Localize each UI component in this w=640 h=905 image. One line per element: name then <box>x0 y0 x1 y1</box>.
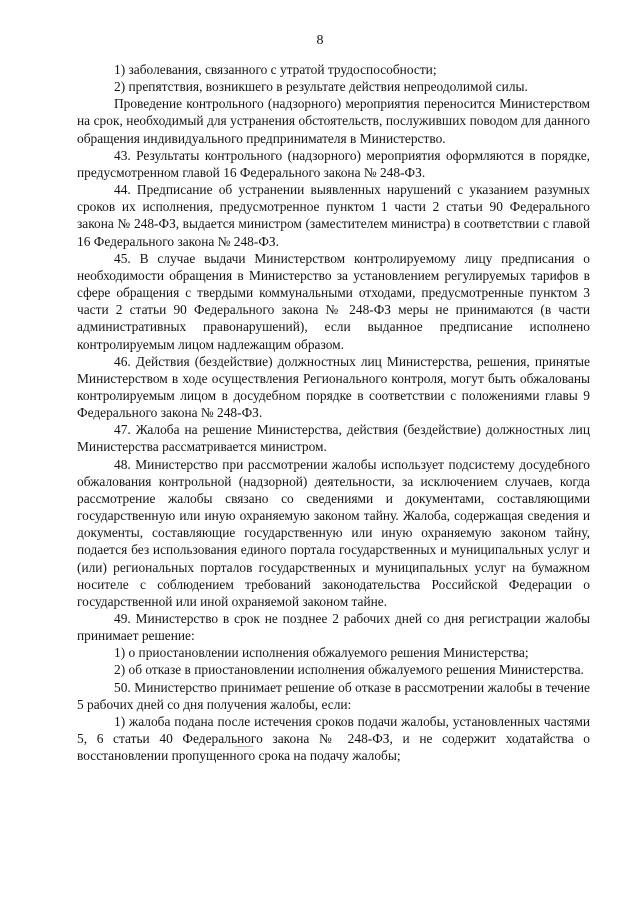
paragraph: 43. Результаты контрольного (надзорного) мероприятия оформляются в порядке, предусмотренном главой 16 Федерального закона № 248-ФЗ. <box>77 147 590 180</box>
paragraph: 2) об отказе в приостановлении исполнения обжалуемого решения Министерства. <box>114 662 584 678</box>
paragraph: 1) жалоба подана после истечения сроков подачи жалобы, установленных частями 5, 6 статьи 40 Федерального закона № 248-ФЗ, и не содержит ходатайства о восстановлении пропущенного срока на подачу жалобы; <box>77 713 590 764</box>
paragraph: Проведение контрольного (надзорного) мероприятия переносится Министерством на срок, необходимый для устранения обстоятельств, послуживших поводом для данного обращения индивидуального предпринимателя в Министерство. <box>77 96 590 146</box>
paragraph: 1) заболевания, связанного с утратой трудоспособности; <box>114 62 437 77</box>
paragraph: 2) препятствия, возникшего в результате действия непреодолимой силы. <box>114 79 528 95</box>
scan-mark <box>235 746 253 747</box>
paragraph: 50. Министерство принимает решение об отказе в рассмотрении жалобы в течение 5 рабочих дней со дня получения жалобы, если: <box>77 679 590 712</box>
paragraph: 1) о приостановлении исполнения обжалуемого решения Министерства; <box>114 645 529 661</box>
page-number: 8 <box>316 33 324 48</box>
paragraph: 49. Министерство в срок не позднее 2 рабочих дней со дня регистрации жалобы принимает решение: <box>77 611 590 644</box>
paragraph: 47. Жалоба на решение Министерства, действия (бездействие) должностных лиц Министерства рассматривается министром. <box>77 422 590 455</box>
paragraph: 46. Действия (бездействие) должностных лиц Министерства, решения, принятые Министерством в ходе осуществления Регионального контроля, могут быть обжалованы контролируемым лицом в досудебном порядке в соответствии с положениями главы 9 Федерального закона № 248-ФЗ. <box>77 353 590 421</box>
paragraph: 45. В случае выдачи Министерством контролируемому лицу предписания о необходимости обращения в Министерство за установлением регулируемых тарифов в сфере обращения с твердыми коммунальными отходами, предусмотренные пунктом 3 части 2 статьи 90 Федерального закона № 248-ФЗ меры не принимаются (в части административных правонарушений), если выданное предписание исполнено контролируемым лицом надлежащим образом. <box>77 250 590 352</box>
paragraph: 44. Предписание об устранении выявленных нарушений с указанием разумных сроков их исполнения, предусмотренное пунктом 1 части 2 статьи 90 Федерального закона № 248-ФЗ, выдается министром (заместителем министра) в соответствии с главой 16 Федерального закона № 248-ФЗ. <box>77 182 590 249</box>
paragraph: 48. Министерство при рассмотрении жалобы использует подсистему досудебного обжалования контрольной (надзорной) деятельности, за исключением случаев, когда рассмотрение жалобы связано со сведениями и документами, составляющими государственную или иную охраняемую законом тайну. Жалоба, содержащая сведения и документы, составляющие государственную или иную охраняемую законом тайну, подается без использования единого портала государственных и муниципальных услуг и (или) региональных порталов государственных и муниципальных услуг на бумажном носителе с соблюдением требований законодательства Российской Федерации о государственной или иной охраняемой законом тайне. <box>77 456 590 609</box>
document-body <box>77 61 590 764</box>
